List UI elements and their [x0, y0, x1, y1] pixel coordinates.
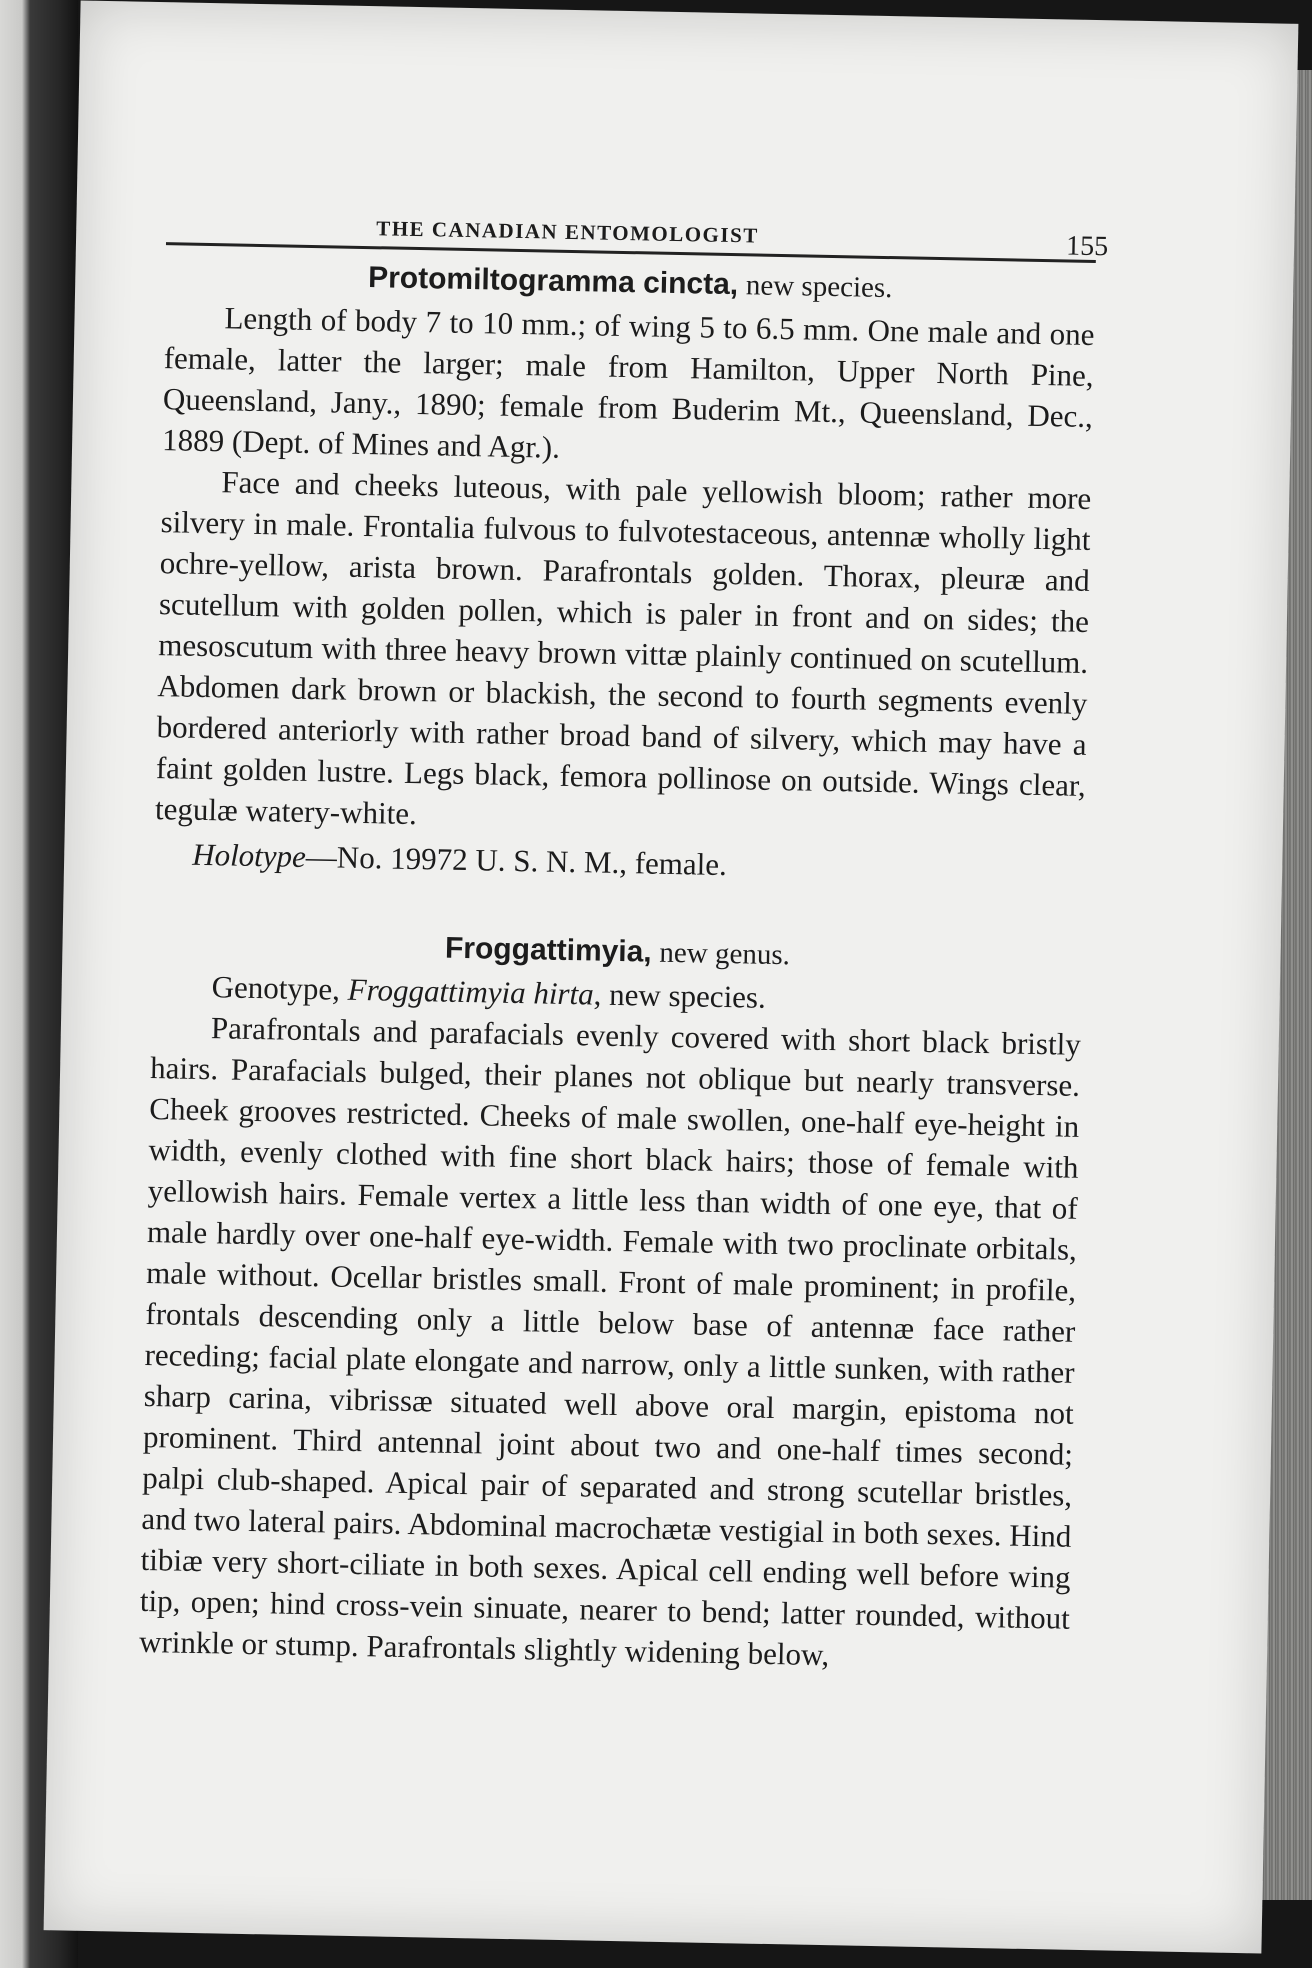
genotype-prefix: Genotype,: [211, 969, 349, 1007]
holotype-label: Holotype: [191, 836, 307, 874]
genotype-suffix: , new species.: [593, 976, 767, 1015]
holotype-text: —No. 19972 U. S. N. M., female.: [305, 838, 728, 883]
genus-description-paragraph: Parafrontals and parafacials evenly covered with short black bristly hairs. Parafacials bulged, their planes not oblique but nearly transverse. Cheek grooves restricted. Cheeks of male swollen, one-half eye-height in width, evenly clothed with fine short black hairs; those of female with yellowish hairs. Female vertex a little less than width of one eye, that of male hardly over one-half eye-width. Female with two proclinate orbitals, male without. Ocellar bristles small. Front of male prominent; in profile, frontals descending only a little below base of antennæ face rather receding; facial plate elongate and narrow, only a little sunken, with rather sharp carina, vibrissæ situated well above oral margin, epistoma not prominent. Third antennal joint about two and one-half times second; palpi club-shaped. Apical pair of separated and strong scutellar bristles, and two lateral pairs. Abdominal macrochætæ vestigial in both sexes. Hind tibiæ very short-ciliate in both sexes. Apical cell ending well before wing tip, open; hind cross-vein sinuate, nearer to bend; latter rounded, without wrinkle or stump. Parafrontals slightly widening below,: [138, 1010, 1082, 1673]
page-number: 155: [1065, 230, 1109, 263]
genus-status: new genus.: [659, 936, 791, 972]
species-name: Protomiltogramma cincta,: [367, 261, 739, 302]
page-content: [138, 198, 1109, 1680]
species-measurements-paragraph: Length of body 7 to 10 mm.; of wing 5 to 6.5 mm. One male and one female, latter the larger; male from Hamilton, Upper North Pine, Queensland, Jany., 1890; female from Buderim Mt., Queensland, Dec., 1889 (Dept. of Mines and Agr.).: [161, 300, 1095, 465]
genus-name: Froggattimyia,: [444, 931, 653, 969]
species-description-paragraph: Face and cheeks luteous, with pale yellowish bloom; rather more silvery in male. Frontalia fulvous to fulvotestaceous, antennæ wholly light ochre-yellow, arista brown. Parafrontals golden. Thorax, pleuræ and scutellum with golden pollen, which is paler in front and on sides; the mesoscutum with three heavy brown vittæ plainly continued on scutellum. Abdomen dark brown or blackish, the second to fourth segments evenly bordered anteriorly with rather broad band of silvery, which may have a faint golden lustre. Legs black, femora pollinose on outside. Wings clear, tegulæ watery-white.: [154, 464, 1092, 832]
journal-title: THE CANADIAN ENTOMOLOGIST: [376, 216, 759, 248]
book-page: [44, 0, 1299, 1953]
genotype-name: Froggattimyia hirta: [347, 971, 595, 1012]
running-head: [166, 198, 1109, 263]
species-status: new species.: [745, 269, 893, 305]
